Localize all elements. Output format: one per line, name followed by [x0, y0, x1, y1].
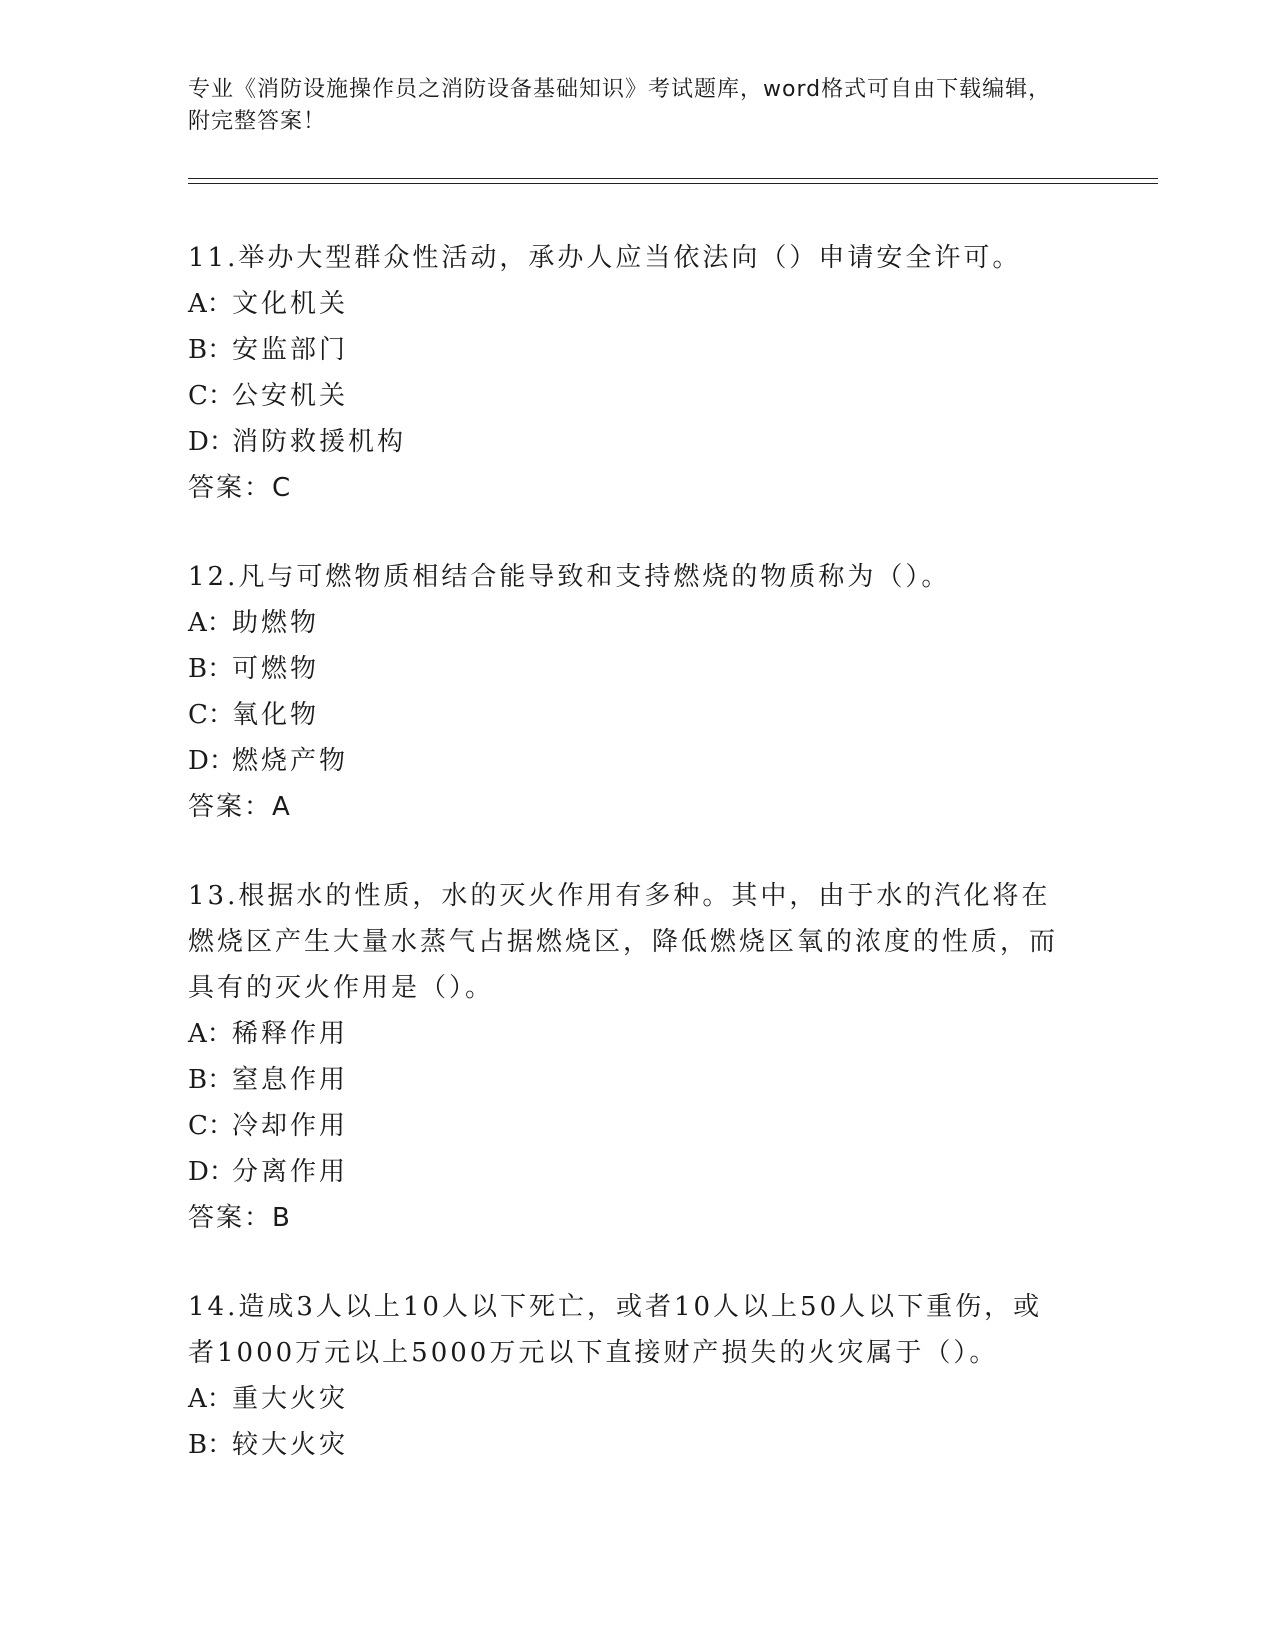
- option-d: [188, 1149, 1068, 1195]
- option-key: C：: [188, 700, 234, 730]
- option-key: A：: [188, 608, 233, 638]
- option-a: [188, 1011, 1068, 1057]
- option-key: B：: [188, 654, 234, 684]
- option-label: 分离作用: [232, 1157, 349, 1187]
- question-11: [188, 235, 1068, 511]
- option-key: B：: [188, 1430, 234, 1460]
- answer-line: 答案：C: [188, 473, 293, 503]
- option-key: D：: [188, 1157, 235, 1187]
- option-label: 较大火灾: [232, 1430, 349, 1460]
- option-key: A：: [188, 1019, 233, 1049]
- option-label: 燃烧产物: [232, 746, 349, 776]
- option-b: [188, 646, 1068, 692]
- option-key: D：: [188, 746, 235, 776]
- option-key: B：: [188, 335, 234, 365]
- option-label: 可燃物: [232, 654, 320, 684]
- option-label: 助燃物: [232, 608, 320, 638]
- option-c: [188, 373, 1068, 419]
- question-text: 12.凡与可燃物质相结合能导致和支持燃烧的物质称为（）。: [188, 562, 951, 592]
- option-label: 氧化物: [232, 700, 320, 730]
- question-text: 14.造成3人以上10人以下死亡，或者10人以上50人以下重伤，或者1000万元以上5000万元以下直接财产损失的火灾属于（）。: [188, 1292, 1043, 1368]
- option-key: C：: [188, 381, 234, 411]
- option-label: 重大火灾: [232, 1384, 349, 1414]
- header-divider-top: [188, 178, 1158, 179]
- option-a: [188, 1376, 1068, 1422]
- option-label: 稀释作用: [232, 1019, 349, 1049]
- option-b: [188, 1057, 1068, 1103]
- question-13: [188, 873, 1068, 1241]
- option-label: 冷却作用: [232, 1111, 349, 1141]
- question-text: 13.根据水的性质，水的灭火作用有多种。其中，由于水的汽化将在燃烧区产生大量水蒸气占据燃烧区，降低燃烧区氧的浓度的性质，而具有的灭火作用是（）。: [188, 881, 1059, 1003]
- question-12: [188, 554, 1068, 830]
- option-label: 公安机关: [232, 381, 349, 411]
- question-text: 11.举办大型群众性活动，承办人应当依法向（）申请安全许可。: [188, 243, 1022, 273]
- option-d: [188, 419, 1068, 465]
- document-header: 专业《消防设施操作员之消防设备基础知识》考试题库，word格式可自由下载编辑，附完整答案！: [188, 77, 1052, 134]
- option-label: 文化机关: [232, 289, 349, 319]
- option-key: A：: [188, 289, 233, 319]
- answer-line: 答案：A: [188, 792, 292, 822]
- option-label: 窒息作用: [232, 1065, 349, 1095]
- answer-line: 答案：B: [188, 1203, 292, 1233]
- header-divider-bottom: [188, 183, 1158, 184]
- option-c: [188, 1103, 1068, 1149]
- option-c: [188, 692, 1068, 738]
- option-b: [188, 1422, 1068, 1468]
- option-key: C：: [188, 1111, 234, 1141]
- option-key: B：: [188, 1065, 234, 1095]
- question-14: [188, 1284, 1068, 1468]
- option-d: [188, 738, 1068, 784]
- option-label: 安监部门: [232, 335, 349, 365]
- option-a: [188, 600, 1068, 646]
- option-key: D：: [188, 427, 235, 457]
- option-key: A：: [188, 1384, 233, 1414]
- option-a: [188, 281, 1068, 327]
- option-b: [188, 327, 1068, 373]
- option-label: 消防救援机构: [232, 427, 407, 457]
